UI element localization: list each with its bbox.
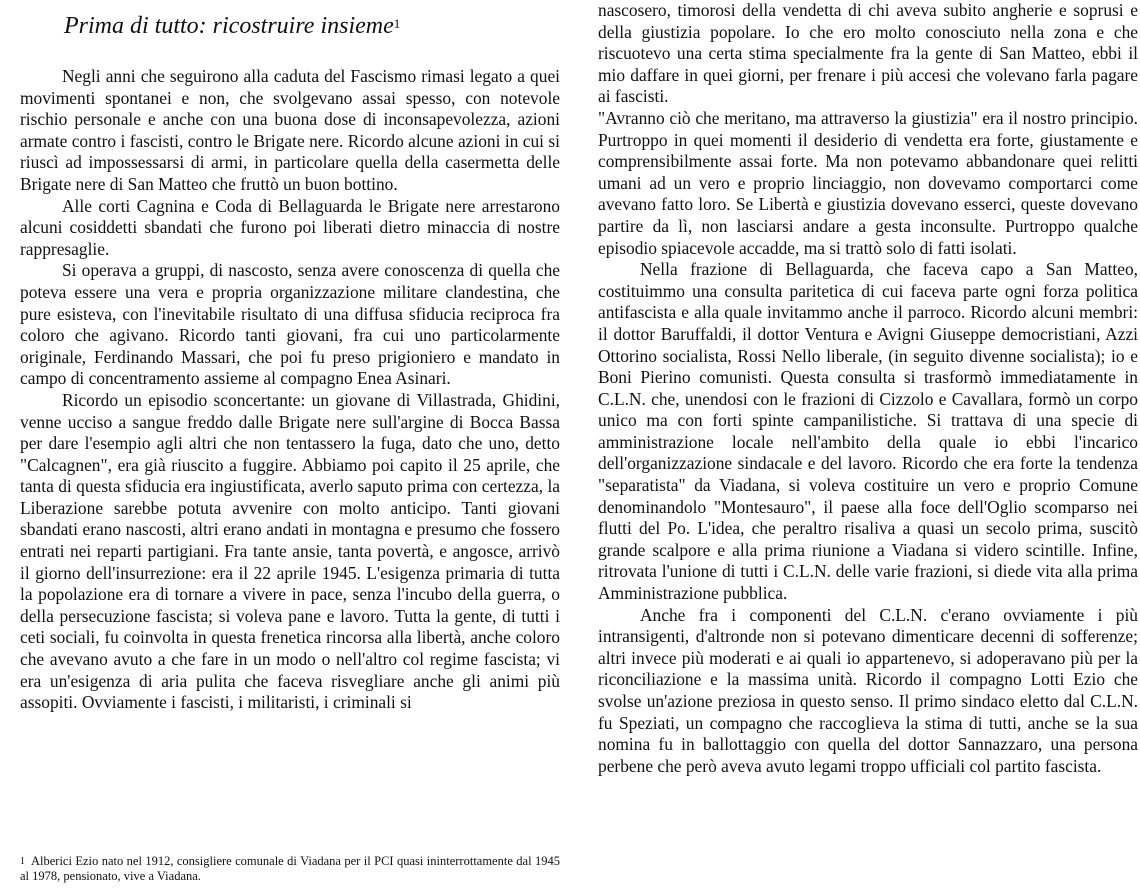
- page-title: [64, 12, 560, 40]
- paragraph: Negli anni che seguirono alla caduta del Fascismo rimasi legato a quei movimenti spontanei e non, che svolgevano assai spesso, con notevole rischio personale e anche con una buona dose di inconsapevolezza, azioni armate contro i fascisti, contro le Brigate nere. Ricordo alcune azioni in cui si riuscì ad impossessarsi di armi, in particolare quella della casermetta delle Brigate nere di San Matteo che fruttò un buon bottino.: [20, 66, 560, 194]
- paragraph: "Avranno ciò che meritano, ma attraverso la giustizia" era il nostro principio. Purtroppo in quei momenti il desiderio di vendetta era forte, giustamente e comprensibilmente assai forte. Ma non potevamo abbandonare quei relitti umani ad un vero e proprio linciaggio, non dovevamo comportarci come avevano fatto loro. Se Libertà e giustizia dovevano esserci, queste dovevano partire da lì, non lasciarsi andare a gesta inconsulte. Purtroppo qualche episodio spiacevole accadde, ma si trattò solo di fatti isolati.: [598, 107, 1138, 258]
- footnote-mark: 1: [20, 856, 25, 867]
- title-text: Prima di tutto: ricostruire insieme: [64, 13, 394, 39]
- paragraph: Alle corti Cagnina e Coda di Bellaguarda le Brigate nere arrestarono alcuni cosiddetti sbandati che furono poi liberati dietro minaccia di nostre rappresaglie.: [20, 195, 560, 259]
- paragraph: nascosero, timorosi della vendetta di chi aveva subito angherie e soprusi e della giustizia popolare. Io che ero molto conosciuto nella zona e che riscuotevo una certa stima specialmente fra la gente di San Matteo, ebbi il mio daffare in quei giorni, per frenare i più accesi che volevano farla pagare ai fascisti.: [598, 0, 1138, 107]
- paragraph: Anche fra i componenti del C.L.N. c'erano ovviamente i più intransigenti, d'altronde non si potevano dimenticare decenni di sofferenze; altri invece più moderati e ai quali io appartenevo, si adoperavano più per la riconciliazione e la massima unità. Ricordo il compagno Lotti Ezio che svolse un'azione preziosa in questo senso. Il primo sindaco eletto dal C.L.N. fu Speziati, un compagno che raccoglieva la stima di tutti, anche se la sua nomina fu in ballottaggio con quella del dottor Sannazzaro, una persona perbene che però aveva avuto legami troppo ufficiali col partito fascista.: [598, 604, 1138, 776]
- title-footnote-mark: 1: [393, 16, 401, 31]
- paragraph: Nella frazione di Bellaguarda, che faceva capo a San Matteo, costituimmo una consulta paritetica di cui faceva parte ogni forza politica antifascista e alla quale invitammo anche il parroco. Ricordo alcuni membri: il dottor Baruffaldi, il dottor Ventura e Avigni Giuseppe democristiani, Azzi Ottorino socialista, Rossi Nello liberale, (in seguito divenne socialista); io e Boni Pierino comunisti. Questa consulta si trasformò immediatamente in C.L.N. che, unendosi con le frazioni di Cizzolo e Cavallara, formò un corpo unico ma con forti spinte campanilistiche. Si trattava di una specie di amministrazione locale nell'ambito della quale io ebbi l'incarico dell'organizzazione sindacale e del lavoro. Ricordo che era forte la tendenza "separatista" da Viadana, si voleva costituire un vero e proprio Comune denominandolo "Montesauro", il paese alla foce dell'Oglio scomparso nei flutti del Po. L'idea, che peraltro risaliva a quasi un secolo prima, suscitò grande scalpore e alla prima riunione a Viadana si videro scintille. Infine, ritrovata l'unione di tutti i C.L.N. delle varie frazioni, si diede vita alla prima Amministrazione pubblica.: [598, 259, 1138, 604]
- left-column: [20, 0, 560, 714]
- footnote: [20, 854, 560, 884]
- paragraph: Si operava a gruppi, di nascosto, senza avere conoscenza di quella che poteva essere una vera e propria organizzazione militare clandestina, che pure esisteva, con l'inevitabile risultato di una diffusa sfiducia reciproca fra coloro che agivano. Ricordo tanti giovani, fra cui uno particolarmente originale, Ferdinando Massari, che poi fu preso prigioniero e mandato in campo di concentramento assieme al compagno Enea Asinari.: [20, 260, 560, 389]
- paragraph: Ricordo un episodio sconcertante: un giovane di Villastrada, Ghidini, venne ucciso a sangue freddo dalle Brigate nere sull'argine di Bocca Bassa per dare l'esempio agli altri che non tentassero la fuga, dato che uno, detto "Calcagnen", era già riuscito a fuggire. Abbiamo poi capito il 25 aprile, che tanta di questa sfiducia era ingiustificata, averlo saputo prima con certezza, la Liberazione sarebbe potuta avvenire con molto anticipo. Tanti giovani sbandati erano nascosti, altri erano andati in montagna e presumo che fossero entrati nei reparti partigiani. Fra tante ansie, tanta povertà, e angosce, arrivò il giorno dell'insurrezione: era il 22 aprile 1945. L'esigenza primaria di tutta la popolazione era di tornare a vivere in pace, senza l'incubo della guerra, o della persecuzione fascista; si voleva pane e lavoro. Tutta la gente, di tutti i ceti sociali, fu coinvolta in questa frenetica rincorsa alla libertà, anche coloro che avevano avuto a che fare in un modo o nell'altro col regime fascista; vi era un'esigenza di aria pulita che faceva risvegliare anche gli animi più assopiti. Ovviamente i fascisti, i militaristi, i criminali si: [20, 389, 560, 713]
- right-column: [598, 0, 1138, 777]
- footnote-text: Alberici Ezio nato nel 1912, consigliere comunale di Viadana per il PCI quasi ininterrottamente dal 1945 al 1978, pensionato, vive a Viadana.: [20, 854, 560, 883]
